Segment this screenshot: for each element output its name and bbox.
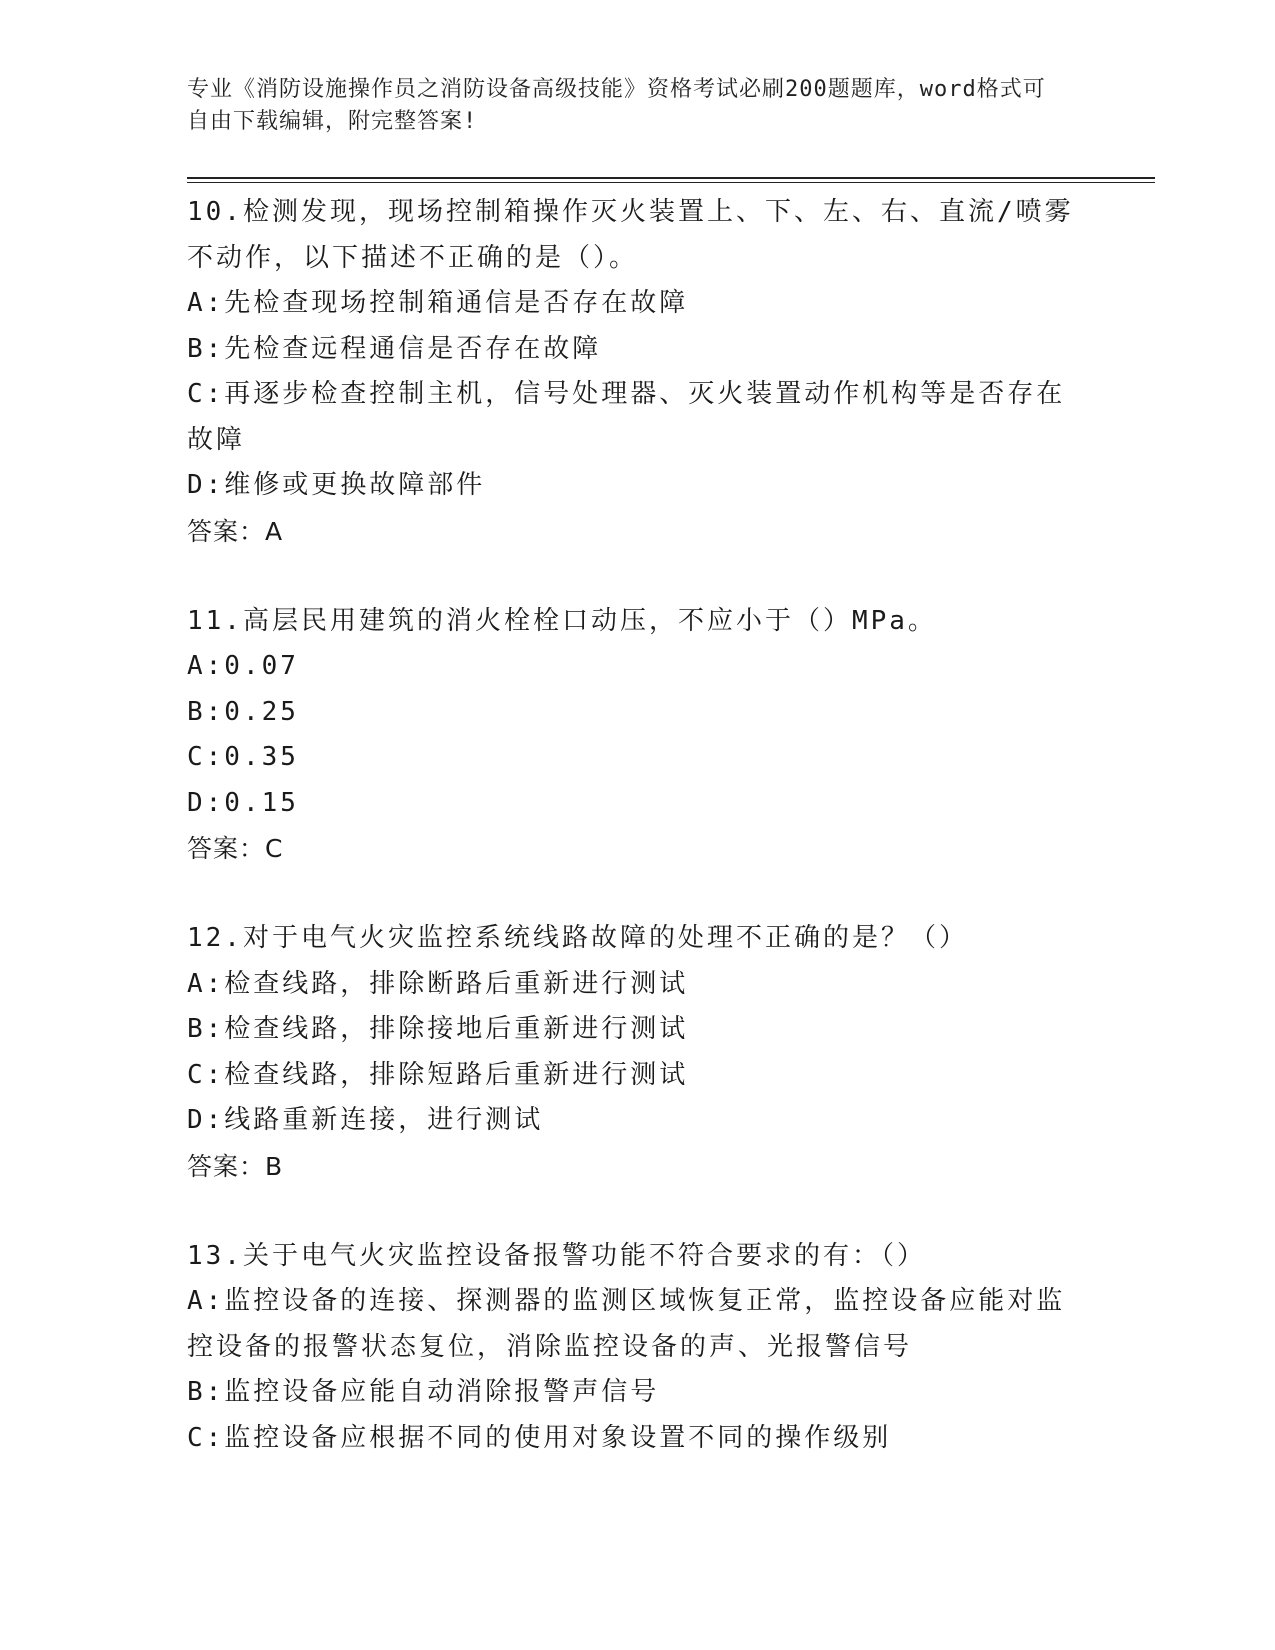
question-list	[187, 190, 1087, 1506]
answer-label: 答案：C	[187, 834, 284, 863]
option-c: C:检查线路，排除短路后重新进行测试	[187, 1059, 689, 1090]
option-c: C:监控设备应根据不同的使用对象设置不同的操作级别	[187, 1422, 892, 1453]
question-stem: 10.检测发现，现场控制箱操作灭火装置上、下、左、右、直流/喷雾不动作，以下描述不正确的是（）。	[187, 197, 1074, 273]
question-11	[187, 599, 1087, 872]
header-divider-thin	[187, 182, 1155, 183]
question-stem: 12.对于电气火灾监控系统线路故障的处理不正确的是？（）	[187, 923, 968, 953]
option-a: A:先检查现场控制箱通信是否存在故障	[187, 288, 689, 318]
option-b: B:监控设备应能自动消除报警声信号	[187, 1377, 660, 1407]
option-b: B:0.25	[187, 696, 299, 727]
answer-label: 答案：A	[187, 516, 284, 546]
option-d: D:线路重新连接，进行测试	[187, 1105, 544, 1135]
question-stem: 13.关于电气火灾监控设备报警功能不符合要求的有：（）	[187, 1240, 926, 1271]
question-stem: 11.高层民用建筑的消火栓栓口动压，不应小于（）MPa。	[187, 605, 937, 636]
question-13	[187, 1234, 1087, 1462]
option-d: D:维修或更换故障部件	[187, 470, 486, 500]
option-c: C:0.35	[187, 742, 299, 772]
document-header: 专业《消防设施操作员之消防设备高级技能》资格考试必刷200题题库，word格式可自由下载编辑，附完整答案!	[187, 77, 1046, 134]
option-b: B:先检查远程通信是否存在故障	[187, 333, 602, 364]
header-divider-thick	[187, 177, 1155, 179]
question-10	[187, 190, 1087, 554]
question-12	[187, 916, 1087, 1189]
option-a: A:监控设备的连接、探测器的监测区域恢复正常，监控设备应能对监控设备的报警状态复位，消除监控设备的声、光报警信号	[187, 1286, 1066, 1362]
option-a: A:检查线路，排除断路后重新进行测试	[187, 968, 689, 999]
option-b: B:检查线路，排除接地后重新进行测试	[187, 1014, 689, 1044]
option-d: D:0.15	[187, 787, 299, 818]
option-a: A:0.07	[187, 651, 299, 681]
option-c: C:再逐步检查控制主机，信号处理器、灭火装置动作机构等是否存在故障	[187, 379, 1066, 455]
answer-label: 答案：B	[187, 1151, 284, 1181]
